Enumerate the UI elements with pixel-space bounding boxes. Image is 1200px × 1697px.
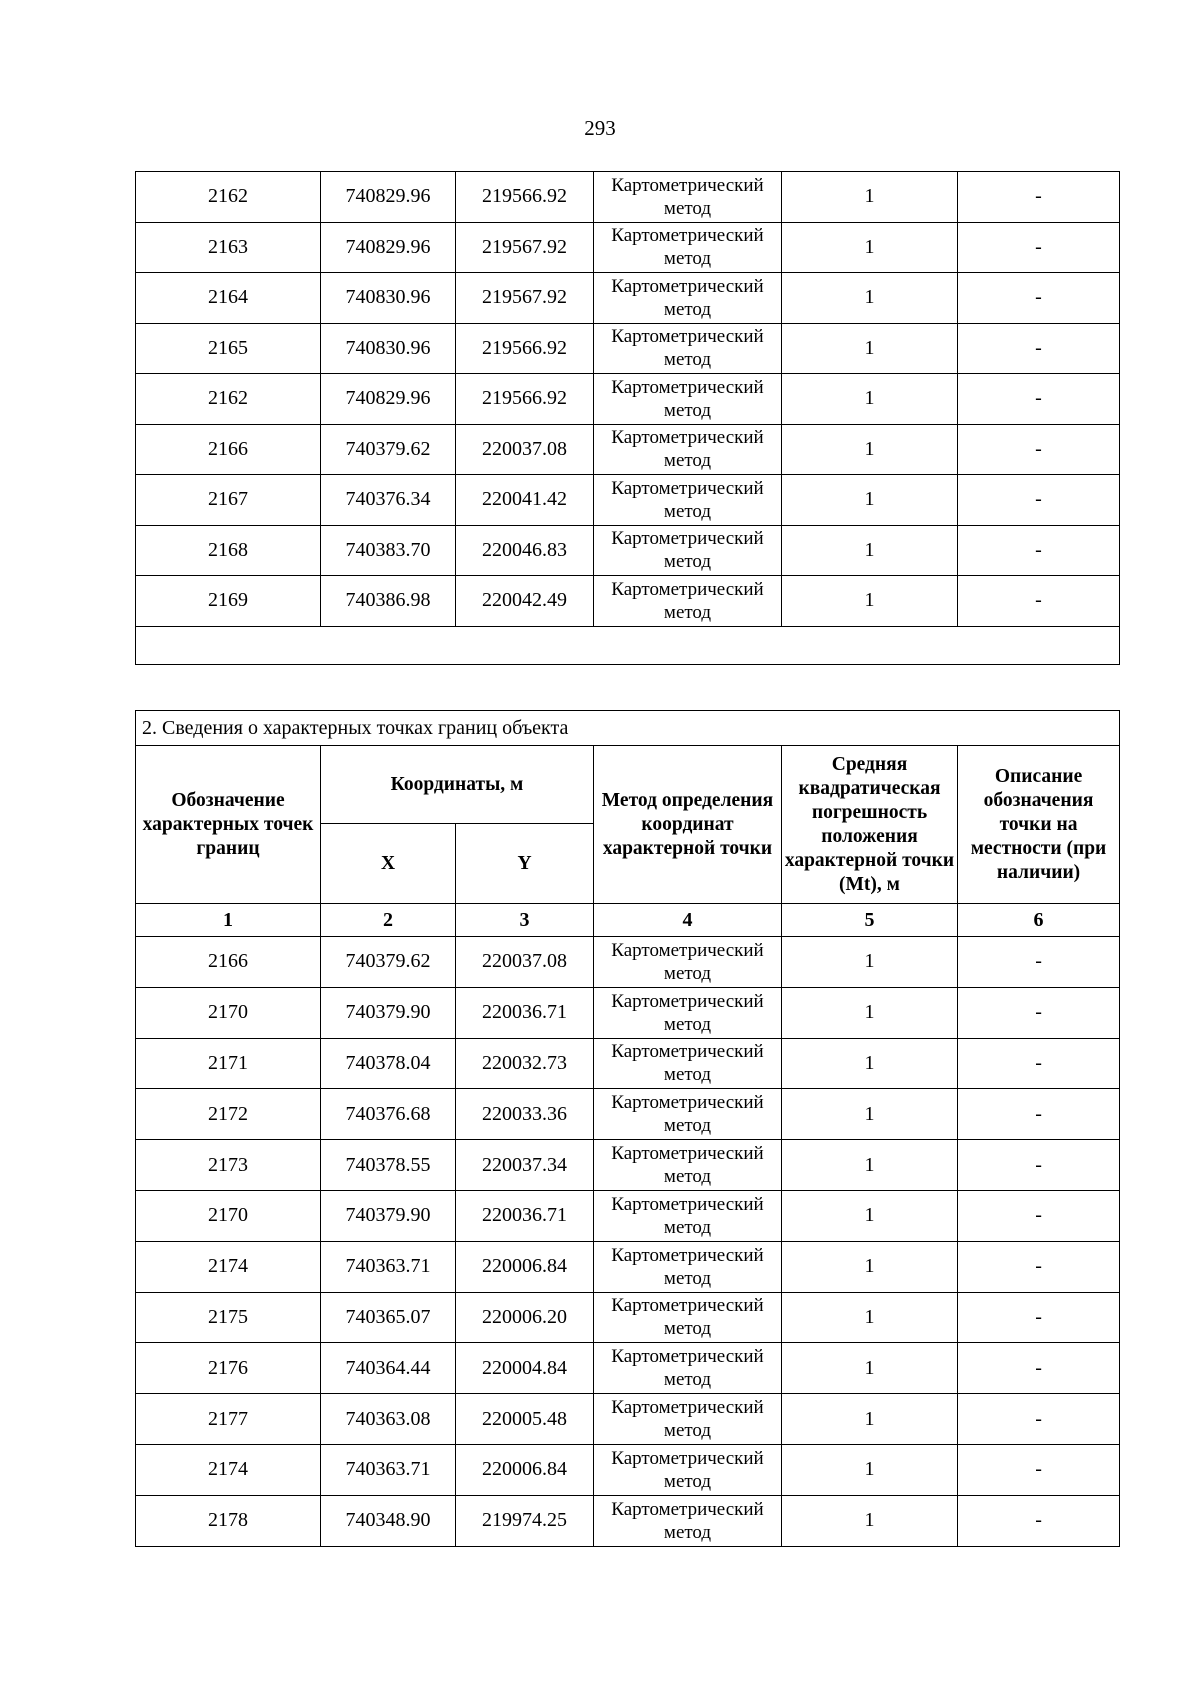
point-cell: 2176 bbox=[136, 1343, 321, 1394]
mean-error-cell: 1 bbox=[782, 1444, 958, 1495]
description-cell: - bbox=[958, 273, 1120, 324]
method-cell bbox=[594, 937, 782, 988]
method-line-1: Картометрический bbox=[611, 1193, 764, 1215]
method-cell bbox=[594, 1038, 782, 1089]
header-point-designation: Обозначение характерных точек границ bbox=[136, 746, 321, 904]
empty-cell bbox=[136, 626, 1120, 664]
method-line-1: Картометрический bbox=[611, 477, 764, 499]
method-line-2: метод bbox=[663, 601, 712, 623]
method-line-2: метод bbox=[663, 1369, 712, 1391]
method-line-2: метод bbox=[663, 962, 712, 984]
method-line-1: Картометрический bbox=[611, 1143, 764, 1165]
description-cell: - bbox=[958, 1444, 1120, 1495]
page-number: 293 bbox=[584, 116, 616, 140]
table-row bbox=[136, 1394, 1120, 1445]
y-cell: 219566.92 bbox=[456, 374, 594, 425]
description-cell: - bbox=[958, 424, 1120, 475]
mean-error-cell: 1 bbox=[782, 172, 958, 223]
table-row bbox=[136, 937, 1120, 988]
method-cell bbox=[594, 374, 782, 425]
column-number: 2 bbox=[321, 904, 456, 937]
table-header bbox=[136, 711, 1120, 937]
point-cell: 2171 bbox=[136, 1038, 321, 1089]
table-row bbox=[136, 1444, 1120, 1495]
description-cell: - bbox=[958, 937, 1120, 988]
method-line-2: метод bbox=[663, 1064, 712, 1086]
method-cell bbox=[594, 172, 782, 223]
description-cell: - bbox=[958, 1038, 1120, 1089]
x-cell: 740363.08 bbox=[321, 1394, 456, 1445]
description-cell: - bbox=[958, 1089, 1120, 1140]
table-body bbox=[136, 937, 1120, 1547]
method-line-2: метод bbox=[663, 1420, 712, 1442]
x-cell: 740830.96 bbox=[321, 273, 456, 324]
column-number: 6 bbox=[958, 904, 1120, 937]
boundary-points-table-continued bbox=[135, 171, 1120, 665]
point-cell: 2166 bbox=[136, 937, 321, 988]
description-cell: - bbox=[958, 222, 1120, 273]
section-title: 2. Сведения о характерных точках границ объекта bbox=[136, 711, 1120, 746]
description-cell: - bbox=[958, 1190, 1120, 1241]
table-row bbox=[136, 1343, 1120, 1394]
point-cell: 2173 bbox=[136, 1140, 321, 1191]
method-line-1: Картометрический bbox=[611, 225, 764, 247]
column-number: 3 bbox=[456, 904, 594, 937]
y-cell: 220042.49 bbox=[456, 576, 594, 627]
description-cell: - bbox=[958, 525, 1120, 576]
y-cell: 220033.36 bbox=[456, 1089, 594, 1140]
method-cell bbox=[594, 1444, 782, 1495]
table-row bbox=[136, 1190, 1120, 1241]
x-cell: 740363.71 bbox=[321, 1444, 456, 1495]
point-cell: 2162 bbox=[136, 172, 321, 223]
description-cell: - bbox=[958, 374, 1120, 425]
x-cell: 740376.34 bbox=[321, 475, 456, 526]
x-cell: 740378.04 bbox=[321, 1038, 456, 1089]
description-cell: - bbox=[958, 1140, 1120, 1191]
method-line-2: метод bbox=[663, 1521, 712, 1543]
header-description: Описание обозначения точки на местности (при наличии) bbox=[958, 746, 1120, 904]
header-coordinates: Координаты, м bbox=[321, 746, 594, 824]
column-number-row bbox=[136, 904, 1120, 937]
method-line-1: Картометрический bbox=[611, 174, 764, 196]
point-cell: 2168 bbox=[136, 525, 321, 576]
mean-error-cell: 1 bbox=[782, 937, 958, 988]
x-cell: 740829.96 bbox=[321, 222, 456, 273]
mean-error-cell: 1 bbox=[782, 1495, 958, 1546]
method-line-2: метод bbox=[663, 551, 712, 573]
method-line-1: Картометрический bbox=[611, 275, 764, 297]
description-cell: - bbox=[958, 1394, 1120, 1445]
method-line-1: Картометрический bbox=[611, 939, 764, 961]
point-cell: 2170 bbox=[136, 1190, 321, 1241]
point-cell: 2174 bbox=[136, 1444, 321, 1495]
method-cell bbox=[594, 525, 782, 576]
method-line-2: метод bbox=[663, 500, 712, 522]
description-cell: - bbox=[958, 1343, 1120, 1394]
header-method: Метод определения координат характерной точки bbox=[594, 746, 782, 904]
mean-error-cell: 1 bbox=[782, 1140, 958, 1191]
table-row bbox=[136, 222, 1120, 273]
method-line-1: Картометрический bbox=[611, 578, 764, 600]
table-row bbox=[136, 172, 1120, 223]
mean-error-cell: 1 bbox=[782, 1190, 958, 1241]
mean-error-cell: 1 bbox=[782, 1292, 958, 1343]
boundary-points-table bbox=[135, 710, 1120, 1547]
table-row bbox=[136, 475, 1120, 526]
y-cell: 220006.84 bbox=[456, 1241, 594, 1292]
x-cell: 740378.55 bbox=[321, 1140, 456, 1191]
method-cell bbox=[594, 1343, 782, 1394]
mean-error-cell: 1 bbox=[782, 525, 958, 576]
point-cell: 2174 bbox=[136, 1241, 321, 1292]
method-line-1: Картометрический bbox=[611, 1498, 764, 1520]
x-cell: 740379.62 bbox=[321, 937, 456, 988]
mean-error-cell: 1 bbox=[782, 1343, 958, 1394]
table-row bbox=[136, 273, 1120, 324]
method-cell bbox=[594, 1140, 782, 1191]
description-cell: - bbox=[958, 1292, 1120, 1343]
method-cell bbox=[594, 1089, 782, 1140]
table-row bbox=[136, 1495, 1120, 1546]
point-cell: 2169 bbox=[136, 576, 321, 627]
mean-error-cell: 1 bbox=[782, 374, 958, 425]
method-line-1: Картометрический bbox=[611, 1244, 764, 1266]
x-cell: 740386.98 bbox=[321, 576, 456, 627]
method-line-2: метод bbox=[663, 399, 712, 421]
table-body bbox=[136, 172, 1120, 665]
y-cell: 220041.42 bbox=[456, 475, 594, 526]
method-line-1: Картометрический bbox=[611, 376, 764, 398]
y-cell: 220006.84 bbox=[456, 1444, 594, 1495]
empty-row bbox=[136, 626, 1120, 664]
mean-error-cell: 1 bbox=[782, 1394, 958, 1445]
point-cell: 2164 bbox=[136, 273, 321, 324]
table-row bbox=[136, 374, 1120, 425]
method-cell bbox=[594, 1190, 782, 1241]
method-cell bbox=[594, 424, 782, 475]
method-cell bbox=[594, 1241, 782, 1292]
method-line-1: Картометрический bbox=[611, 528, 764, 550]
method-cell bbox=[594, 576, 782, 627]
mean-error-cell: 1 bbox=[782, 323, 958, 374]
y-cell: 220036.71 bbox=[456, 987, 594, 1038]
method-cell bbox=[594, 987, 782, 1038]
x-cell: 740363.71 bbox=[321, 1241, 456, 1292]
point-cell: 2167 bbox=[136, 475, 321, 526]
x-cell: 740364.44 bbox=[321, 1343, 456, 1394]
method-line-1: Картометрический bbox=[611, 1041, 764, 1063]
y-cell: 220004.84 bbox=[456, 1343, 594, 1394]
y-cell: 220046.83 bbox=[456, 525, 594, 576]
header-x: X bbox=[321, 824, 456, 904]
y-cell: 220037.34 bbox=[456, 1140, 594, 1191]
method-line-2: метод bbox=[663, 450, 712, 472]
point-cell: 2175 bbox=[136, 1292, 321, 1343]
y-cell: 219566.92 bbox=[456, 172, 594, 223]
point-cell: 2162 bbox=[136, 374, 321, 425]
method-line-1: Картометрический bbox=[611, 1346, 764, 1368]
method-line-2: метод bbox=[663, 197, 712, 219]
table-row bbox=[136, 424, 1120, 475]
header-y: Y bbox=[456, 824, 594, 904]
method-line-2: метод bbox=[663, 298, 712, 320]
table-row bbox=[136, 1292, 1120, 1343]
mean-error-cell: 1 bbox=[782, 576, 958, 627]
description-cell: - bbox=[958, 323, 1120, 374]
method-line-1: Картометрический bbox=[611, 1447, 764, 1469]
method-line-2: метод bbox=[663, 349, 712, 371]
point-cell: 2170 bbox=[136, 987, 321, 1038]
table-row bbox=[136, 987, 1120, 1038]
method-cell bbox=[594, 222, 782, 273]
table-row bbox=[136, 1089, 1120, 1140]
point-cell: 2178 bbox=[136, 1495, 321, 1546]
y-cell: 220005.48 bbox=[456, 1394, 594, 1445]
column-number: 5 bbox=[782, 904, 958, 937]
mean-error-cell: 1 bbox=[782, 273, 958, 324]
y-cell: 220006.20 bbox=[456, 1292, 594, 1343]
method-line-1: Картометрический bbox=[611, 427, 764, 449]
column-number: 4 bbox=[594, 904, 782, 937]
header-mean-error: Средняя квадратическая погрешность положения характерной точки (Mt), м bbox=[782, 746, 958, 904]
method-line-1: Картометрический bbox=[611, 1397, 764, 1419]
method-line-2: метод bbox=[663, 1166, 712, 1188]
method-line-2: метод bbox=[663, 1470, 712, 1492]
table-row bbox=[136, 1038, 1120, 1089]
table-row bbox=[136, 525, 1120, 576]
x-cell: 740379.90 bbox=[321, 1190, 456, 1241]
y-cell: 219567.92 bbox=[456, 273, 594, 324]
y-cell: 219566.92 bbox=[456, 323, 594, 374]
y-cell: 219974.25 bbox=[456, 1495, 594, 1546]
mean-error-cell: 1 bbox=[782, 424, 958, 475]
description-cell: - bbox=[958, 475, 1120, 526]
y-cell: 220037.08 bbox=[456, 424, 594, 475]
description-cell: - bbox=[958, 1495, 1120, 1546]
y-cell: 220032.73 bbox=[456, 1038, 594, 1089]
x-cell: 740383.70 bbox=[321, 525, 456, 576]
table-row bbox=[136, 323, 1120, 374]
y-cell: 220036.71 bbox=[456, 1190, 594, 1241]
x-cell: 740830.96 bbox=[321, 323, 456, 374]
method-cell bbox=[594, 273, 782, 324]
x-cell: 740829.96 bbox=[321, 374, 456, 425]
point-cell: 2163 bbox=[136, 222, 321, 273]
x-cell: 740829.96 bbox=[321, 172, 456, 223]
method-cell bbox=[594, 475, 782, 526]
mean-error-cell: 1 bbox=[782, 475, 958, 526]
method-line-2: метод bbox=[663, 248, 712, 270]
x-cell: 740376.68 bbox=[321, 1089, 456, 1140]
description-cell: - bbox=[958, 576, 1120, 627]
column-number: 1 bbox=[136, 904, 321, 937]
method-cell bbox=[594, 1495, 782, 1546]
method-line-1: Картометрический bbox=[611, 1092, 764, 1114]
method-line-2: метод bbox=[663, 1013, 712, 1035]
description-cell: - bbox=[958, 172, 1120, 223]
method-line-2: метод bbox=[663, 1216, 712, 1238]
x-cell: 740379.62 bbox=[321, 424, 456, 475]
point-cell: 2166 bbox=[136, 424, 321, 475]
x-cell: 740365.07 bbox=[321, 1292, 456, 1343]
y-cell: 220037.08 bbox=[456, 937, 594, 988]
mean-error-cell: 1 bbox=[782, 987, 958, 1038]
table-row bbox=[136, 1241, 1120, 1292]
y-cell: 219567.92 bbox=[456, 222, 594, 273]
method-line-1: Картометрический bbox=[611, 326, 764, 348]
method-line-2: метод bbox=[663, 1318, 712, 1340]
method-cell bbox=[594, 1292, 782, 1343]
x-cell: 740379.90 bbox=[321, 987, 456, 1038]
method-line-1: Картометрический bbox=[611, 990, 764, 1012]
table-row bbox=[136, 1140, 1120, 1191]
mean-error-cell: 1 bbox=[782, 1038, 958, 1089]
method-cell bbox=[594, 323, 782, 374]
description-cell: - bbox=[958, 987, 1120, 1038]
method-line-1: Картометрический bbox=[611, 1295, 764, 1317]
point-cell: 2172 bbox=[136, 1089, 321, 1140]
method-line-2: метод bbox=[663, 1115, 712, 1137]
description-cell: - bbox=[958, 1241, 1120, 1292]
table-row bbox=[136, 576, 1120, 627]
mean-error-cell: 1 bbox=[782, 1089, 958, 1140]
point-cell: 2165 bbox=[136, 323, 321, 374]
method-cell bbox=[594, 1394, 782, 1445]
point-cell: 2177 bbox=[136, 1394, 321, 1445]
x-cell: 740348.90 bbox=[321, 1495, 456, 1546]
mean-error-cell: 1 bbox=[782, 222, 958, 273]
method-line-2: метод bbox=[663, 1267, 712, 1289]
mean-error-cell: 1 bbox=[782, 1241, 958, 1292]
